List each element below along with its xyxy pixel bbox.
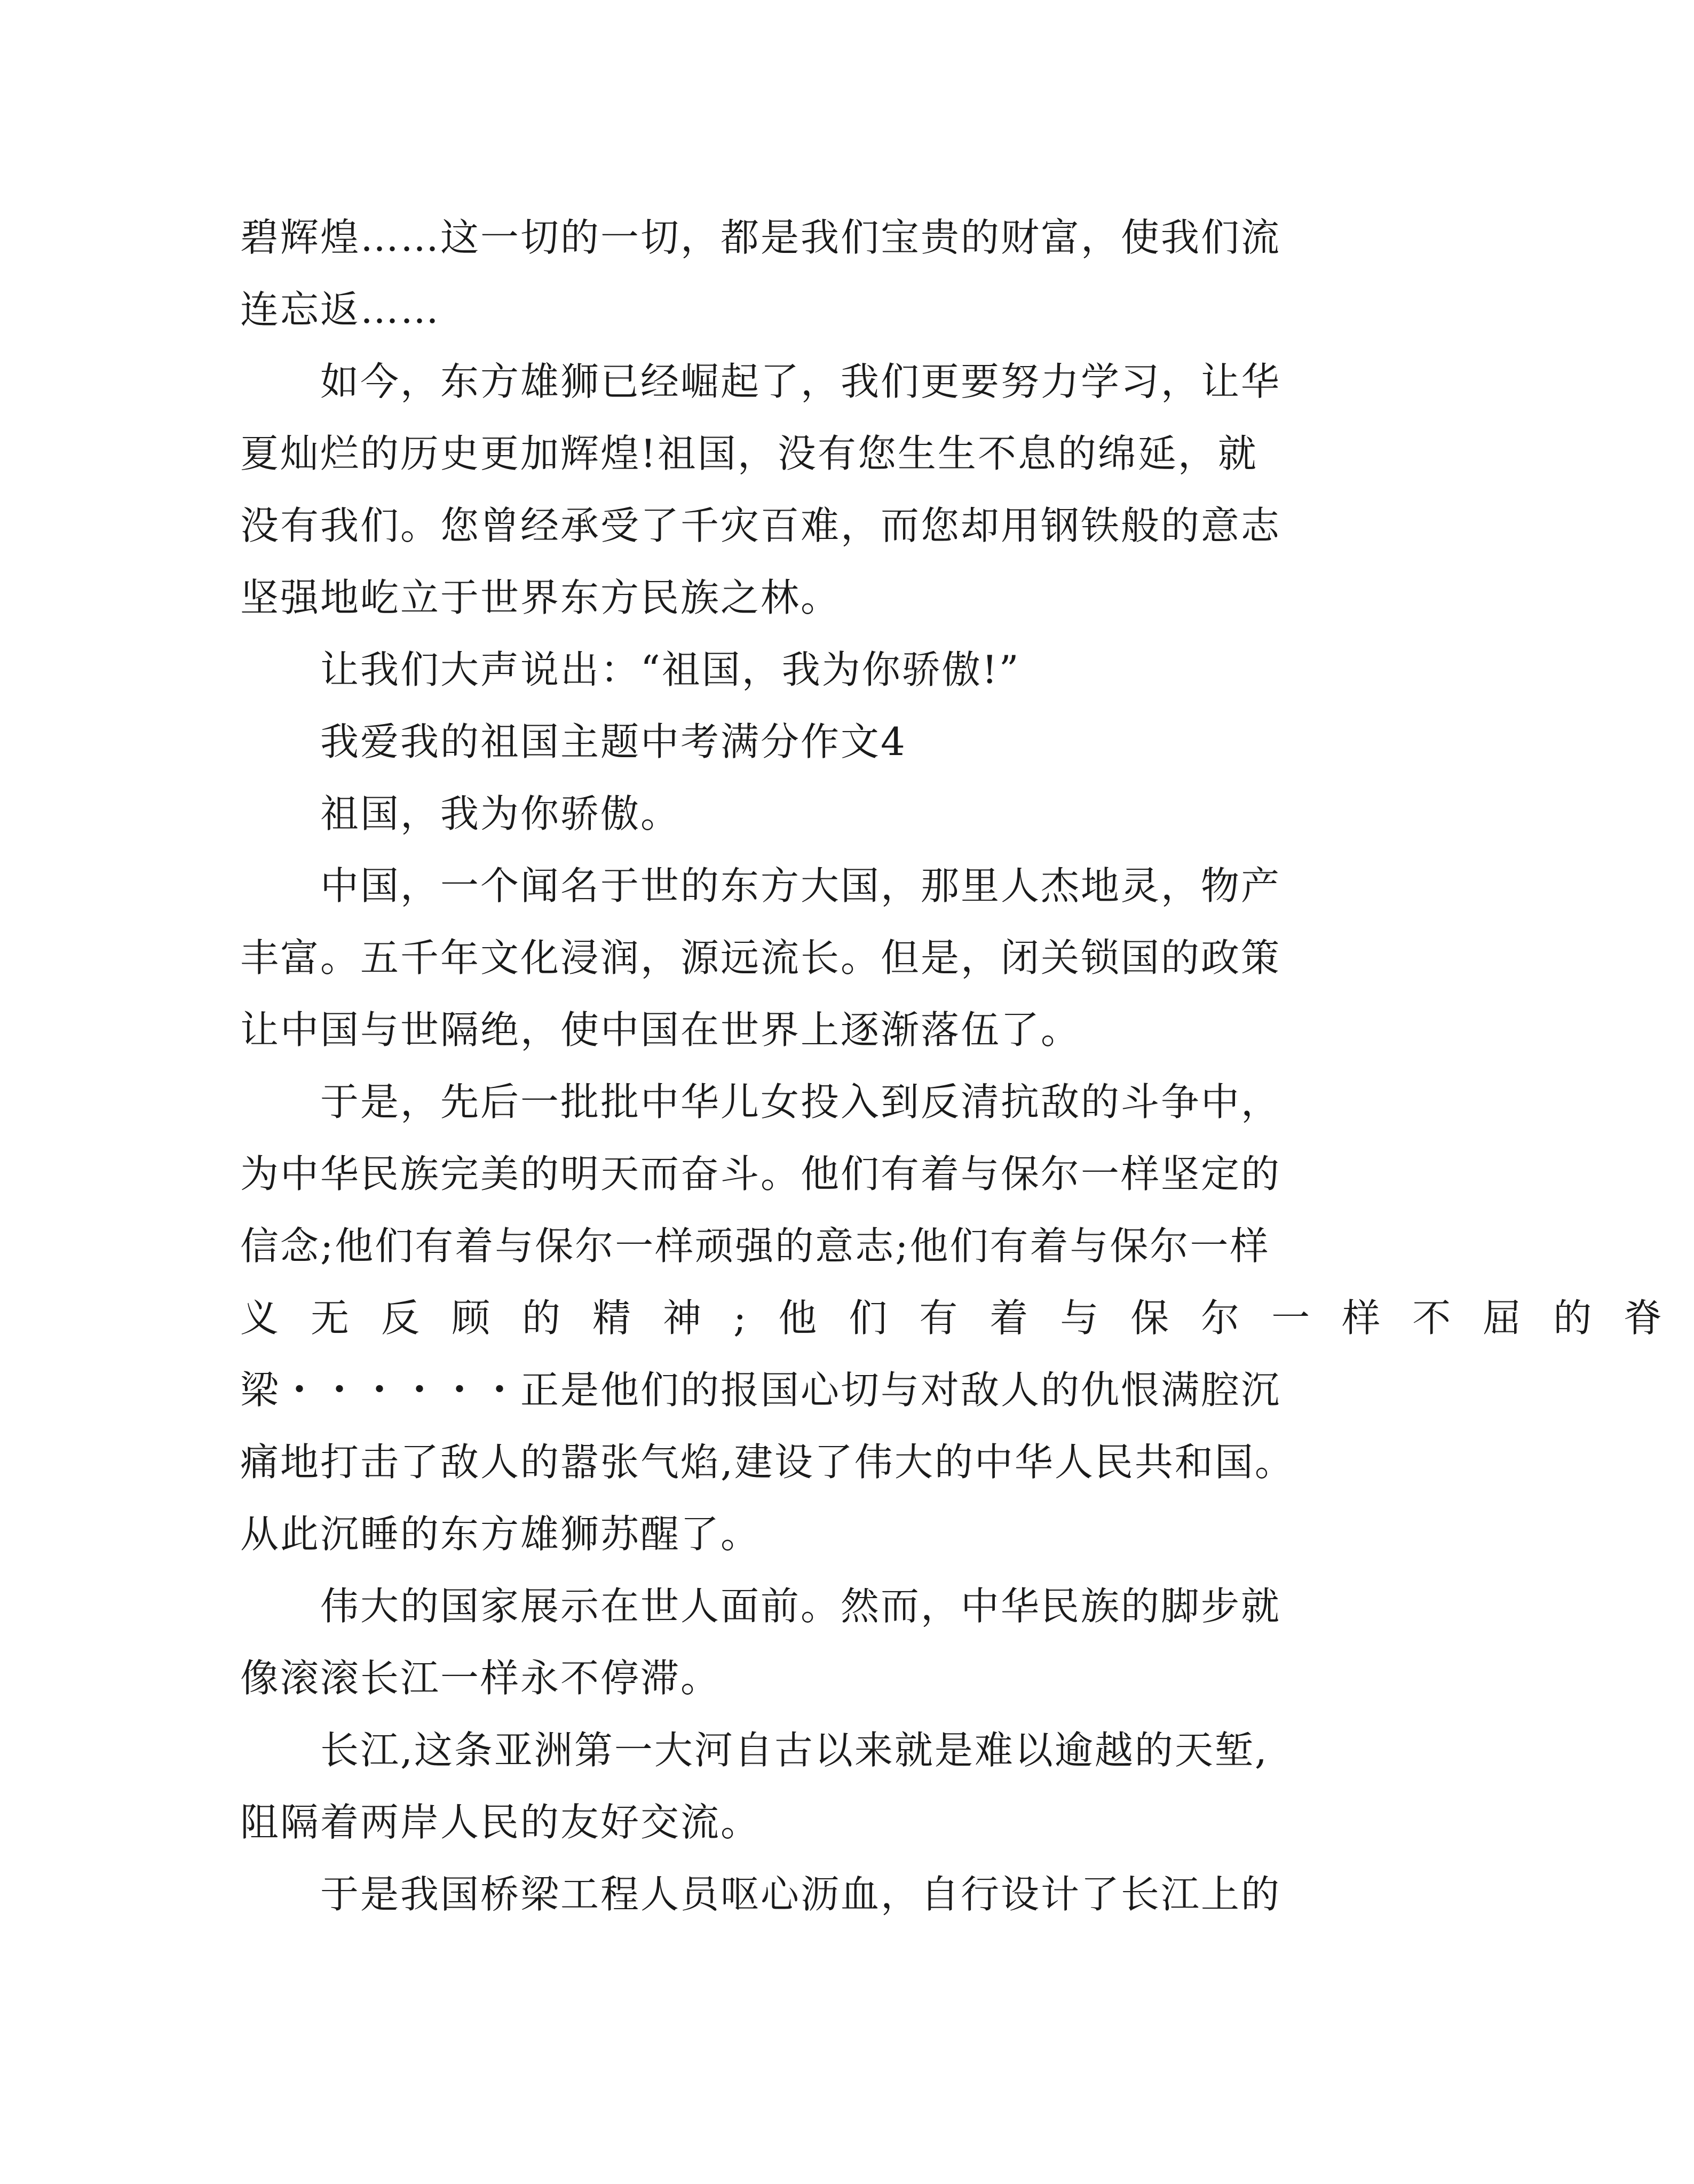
text-line: 梁・・・・・・正是他们的报国心切与对敌人的仇恨满腔沉	[240, 1368, 1281, 1412]
text-line: 连忘返……	[240, 287, 441, 332]
paragraph-first-line: 长江,这条亚洲第一大河自古以来就是难以逾越的天堑,	[320, 1728, 1269, 1773]
paragraph-first-line: 让我们大声说出：“祖国，我为你骄傲!”	[320, 647, 1020, 692]
paragraph-first-line: 伟大的国家展示在世人面前。然而，中华民族的脚步就	[320, 1584, 1281, 1629]
text-line: 夏灿烂的历史更加辉煌!祖国，没有您生生不息的绵延，就	[240, 431, 1258, 476]
paragraph-first-line: 祖国，我为你骄傲。	[320, 791, 681, 836]
text-line: 从此沉睡的东方雄狮苏醒了。	[240, 1512, 761, 1556]
text-line: 坚强地屹立于世界东方民族之林。	[240, 575, 841, 620]
text-line: 丰富。五千年文化浸润，源远流长。但是，闭关锁国的政策	[240, 935, 1281, 980]
text-line: 碧辉煌……这一切的一切，都是我们宝贵的财富，使我们流	[240, 215, 1281, 260]
text-line: 为中华民族完美的明天而奋斗。他们有着与保尔一样坚定的	[240, 1151, 1281, 1196]
text-line: 痛地打击了敌人的嚣张气焰,建设了伟大的中华人民共和国。	[240, 1440, 1295, 1484]
section-heading: 我爱我的祖国主题中考满分作文4	[320, 719, 907, 764]
text-line: 义无反顾的精神;他们有着与保尔一样不屈的脊	[240, 1296, 1694, 1340]
text-line: 阻隔着两岸人民的友好交流。	[240, 1800, 761, 1845]
text-line: 信念;他们有着与保尔一样顽强的意志;他们有着与保尔一样	[240, 1224, 1270, 1268]
paragraph-first-line: 中国，一个闻名于世的东方大国，那里人杰地灵，物产	[320, 863, 1281, 908]
text-line: 没有我们。您曾经承受了千灾百难，而您却用钢铁般的意志	[240, 503, 1281, 548]
paragraph-first-line: 于是，先后一批批中华儿女投入到反清抗敌的斗争中，	[320, 1079, 1281, 1124]
paragraph-first-line: 于是我国桥梁工程人员呕心沥血，自行设计了长江上的	[320, 1872, 1281, 1917]
text-line: 像滚滚长江一样永不停滞。	[240, 1656, 721, 1701]
text-line: 让中国与世隔绝，使中国在世界上逐渐落伍了。	[240, 1007, 1081, 1052]
paragraph-first-line: 如今，东方雄狮已经崛起了，我们更要努力学习，让华	[320, 359, 1281, 404]
